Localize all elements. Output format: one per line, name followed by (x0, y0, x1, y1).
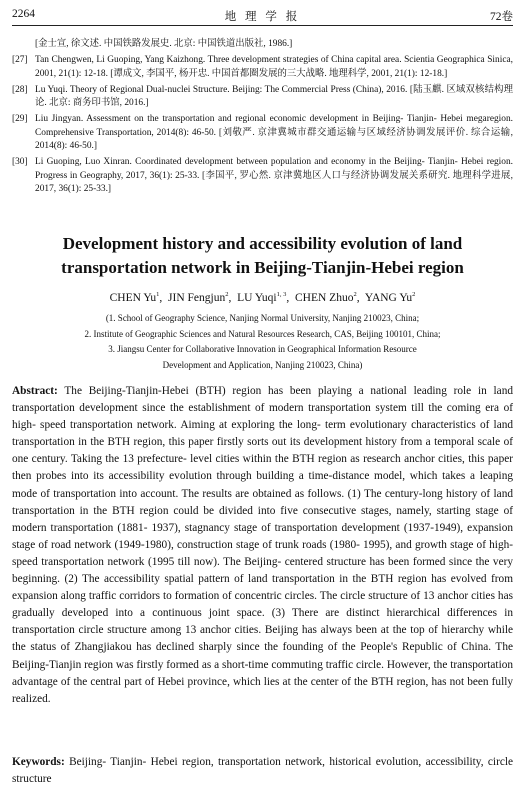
affiliation-line: 2. Institute of Geographic Sciences and Natural Resources Research, CAS, Beijing 100101, China; (84, 328, 441, 339)
affiliation-line: (1. School of Geography Science, Nanjing Normal University, Nanjing 210023, China; (105, 313, 420, 323)
affiliation-line: 3. Jiangsu Center for Collaborative Innovation in Geographical Information Resource (108, 344, 417, 354)
keywords-label: Keywords: (12, 756, 65, 768)
abstract-text: The Beijing-Tianjin-Hebei (BTH) region has been playing a national leading role in land transportation development since the establishment of modern transportation system till the coming era of high- speed transportation network. Aiming at exploring the long- term evolutionary characteristics of land transportation in the BTH region, this paper firstly sorts out its development history from a temporal scale of one century. Taking the 13 prefecture- level cities within the BTH region as research anchor cities, this paper then probes into its accessibility evolution through building a time-distance model, which takes a leaping mode of transportation into account. The results are obtained as follows. (1) The century-long history of land transportation in the BTH region could be divided into five consecutive stages, namely, starting stage of modern transportation (1881- 1937), stagnancy stage of transportation development (1937-1949), expansion stage of road network (1949-1980), construction stage of trunk roads (1980- 1995), and growth stage of high- speed transportation network (1995 till now). The Beijing- centered structure has been formed since the very beginning. (2) The accessibility spatial pattern of land transportation in the BTH region has evolved from expansion along traffic corridors to formation of concentric circles. The circle structure of 13 anchor cities has gradually developed into a continuous joint space. (3) There are distinct hierarchical differences in transportation circle structure among 13 anchor cities. Beijing has always been at the top of hierarchy while the status of Zhangjiakou has declined sharply since the founding of the People's Republic of China. The Beijing-Tianjin region was firstly formed as a short-time commuting traffic circle. However, the transportation advantage of the central part of Hebei province, which lies at the center of the BTH region, has not been fully realized. (12, 385, 513, 705)
author-name: LU Yuqi (237, 292, 277, 304)
author-affiliation-mark: 2 (225, 291, 229, 298)
reference-item (12, 54, 513, 81)
reference-number: [28] (12, 84, 28, 95)
reference-text: Lu Yuqi. Theory of Regional Dual-nuclei Structure. Beijing: The Commercial Press (China), 2016. [陆玉麒. 区域双核结构理论. 北京: 商务印书馆, 2016.] (35, 84, 513, 109)
abstract (12, 383, 513, 708)
reference-text: Tan Chengwen, Li Guoping, Yang Kaizhong. Three development strategies of China capital area. Scientia Geographica Sinica, 2001, 21(1): 12-18. [谭成文, 李国平, 杨开忠. 中国首都圈发展的三大战略. 地理科学, 2001, 21(1): 12-18.] (35, 55, 513, 79)
reference-item (12, 84, 513, 111)
journal-name: 地 理 学 报 (224, 11, 301, 23)
author-name: YANG Yu (364, 292, 413, 304)
author-list: CHEN Yu$^1$, JIN Fengjun$^2$, LU Yuqi$^{1, 3}$, CHEN Zhuo$^2$, YANG Yu$^2$ (109, 291, 416, 304)
author-affiliation-mark: 2 (353, 291, 357, 298)
reference-text: Liu Jingyan. Assessment on the transportation and regional economic development in Beijing- Tianjin- Hebei megaregion. Comprehensive Transportation, 2014(8): 46-50. [刘敬严. 京津冀城市群交通运输与区域经济协调发展评价. 综合运输, 2014(8): 46-50.] (35, 114, 513, 152)
reference-item (12, 156, 513, 196)
running-header (12, 8, 513, 24)
author-affiliation-mark: 1 (156, 291, 160, 298)
reference-list (12, 38, 513, 199)
affiliation-line: Development and Application, Nanjing 210023, China) (162, 359, 363, 370)
reference-item (12, 113, 513, 153)
article-title: Development history and accessibility evolution of land transportation network in Beijing-Tianjin-Hebei region (61, 234, 464, 277)
volume-label: 72卷 (490, 11, 513, 23)
reference-text: Li Guoping, Luo Xinran. Coordinated development between population and economy in the Beijing- Tianjin- Hebei region. Progress in Geography, 2017, 36(1): 25-33. [李国平, 罗心然. 京津冀地区人口与经济协调发展关系研究. 地理科学进展, 2017, 36(1): 25-33.] (35, 157, 513, 194)
header-rule (12, 25, 513, 26)
reference-item (12, 38, 513, 51)
reference-text: [金士宣, 徐文述. 中国铁路发展史. 北京: 中国铁道出版社, 1986.] (35, 39, 293, 49)
page-number: 2264 (12, 8, 35, 20)
keywords-text: Beijing- Tianjin- Hebei region, transportation network, historical evolution, accessibility, circle structure (12, 756, 513, 786)
author-name: JIN Fengjun (168, 292, 226, 304)
reference-number: [27] (12, 55, 28, 66)
abstract-label: Abstract: (12, 385, 58, 397)
author-name: CHEN Zhuo (295, 292, 354, 304)
author-affiliation-mark: 2 (412, 291, 416, 298)
author-affiliation-mark: 1, 3 (276, 291, 287, 298)
reference-number: [30] (12, 157, 28, 168)
reference-number: [29] (12, 114, 28, 125)
affiliation-list (60, 311, 465, 373)
keywords (12, 754, 513, 788)
author-name: CHEN Yu (109, 292, 157, 304)
